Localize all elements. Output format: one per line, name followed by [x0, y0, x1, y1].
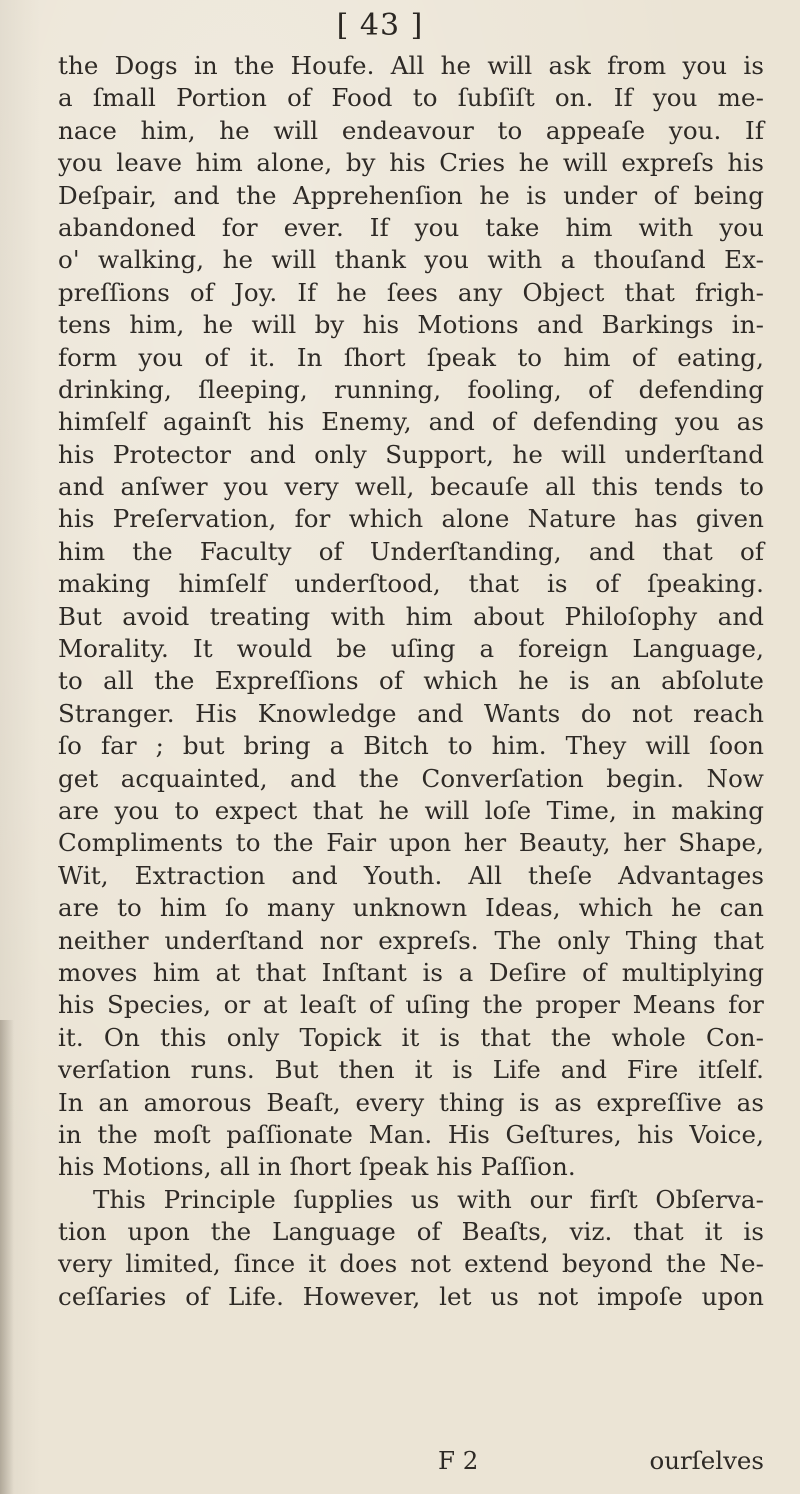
text-line: are to him ſo many unknown Ideas, which he can	[58, 893, 764, 923]
text-line: form you of it. In ſhort ſpeak to him of eating,	[58, 342, 764, 372]
text-line: Stranger. His Knowledge and Wants do not reach	[58, 698, 764, 728]
text-line: to all the Expreſſions of which he is an abſolute	[58, 666, 764, 696]
text-line-paragraph-end: his Motions, all in ſhort ſpeak his Paſſion.	[58, 1152, 576, 1182]
signature-mark: F 2	[438, 1446, 479, 1475]
text-line: tens him, he will by his Motions and Barkings in-	[58, 310, 764, 340]
text-line: his Species, or at leaſt of uſing the proper Means for	[58, 990, 764, 1020]
body-text	[58, 50, 764, 1313]
text-line: In an amorous Beaſt, every thing is as expreſſive as	[58, 1087, 764, 1117]
text-line: tion upon the Language of Beaſts, viz. that it is	[58, 1217, 764, 1247]
text-line: neither underſtand nor expreſs. The only Thing that	[58, 925, 764, 955]
page-edge-shadow	[0, 1020, 14, 1494]
text-line: him the Faculty of Underſtanding, and that of	[58, 536, 764, 566]
text-line: a ſmall Portion of Food to ſubſiſt on. If you me-	[58, 83, 764, 113]
text-line: Wit, Extraction and Youth. All theſe Advantages	[58, 860, 764, 890]
text-line: verſation runs. But then it is Life and Fire itſelf.	[58, 1055, 764, 1085]
text-line: making himſelf underſtood, that is of ſpeaking.	[58, 569, 764, 599]
text-line: it. On this only Topick it is that the whole Con-	[58, 1022, 764, 1052]
text-line: ſo far ; but bring a Bitch to him. They will ſoon	[58, 731, 764, 761]
text-line: abandoned for ever. If you take him with you	[58, 212, 764, 242]
text-line: moves him at that Inſtant is a Deſire of multiplying	[58, 957, 764, 987]
catchword: ourſelves	[649, 1446, 764, 1475]
text-line: and anſwer you very well, becauſe all this tends to	[58, 472, 764, 502]
text-line: drinking, ſleeping, running, fooling, of defending	[58, 374, 764, 404]
page-number: [ 43 ]	[336, 8, 424, 43]
text-line: Morality. It would be uſing a foreign Language,	[58, 634, 764, 664]
text-line-indented: This Principle ſupplies us with our firſt Obſerva-	[93, 1184, 764, 1214]
text-line: Deſpair, and the Apprehenſion he is under of being	[58, 180, 764, 210]
text-line: himſelf againſt his Enemy, and of defending you as	[58, 407, 764, 437]
text-line: are you to expect that he will loſe Time, in making	[58, 795, 764, 825]
text-line: nace him, he will endeavour to appeaſe you. If	[58, 115, 764, 145]
text-line: o' walking, he will thank you with a thouſand Ex-	[58, 245, 764, 275]
text-line: preſſions of Joy. If he ſees any Object that frigh-	[58, 277, 764, 307]
text-line: Compliments to the Fair upon her Beauty, her Shape,	[58, 828, 764, 858]
text-line: the Dogs in the Houfe. All he will ask from you is	[58, 51, 764, 80]
text-line: his Protector and only Support, he will underſtand	[58, 439, 764, 469]
text-line: in the moſt paſſionate Man. His Geſtures, his Voice,	[58, 1119, 764, 1149]
text-line: But avoid treating with him about Philoſophy and	[58, 601, 764, 631]
page-header	[0, 8, 800, 43]
text-line: very limited, ſince it does not extend beyond the Ne-	[58, 1249, 764, 1279]
text-line: get acquainted, and the Converſation begin. Now	[58, 763, 764, 793]
text-line: ceſſaries of Life. However, let us not impoſe upon	[58, 1281, 764, 1311]
text-line: his Preſervation, for which alone Nature has given	[58, 504, 764, 534]
text-line: you leave him alone, by his Cries he will expreſs his	[58, 148, 764, 178]
page-footer	[58, 1444, 764, 1478]
